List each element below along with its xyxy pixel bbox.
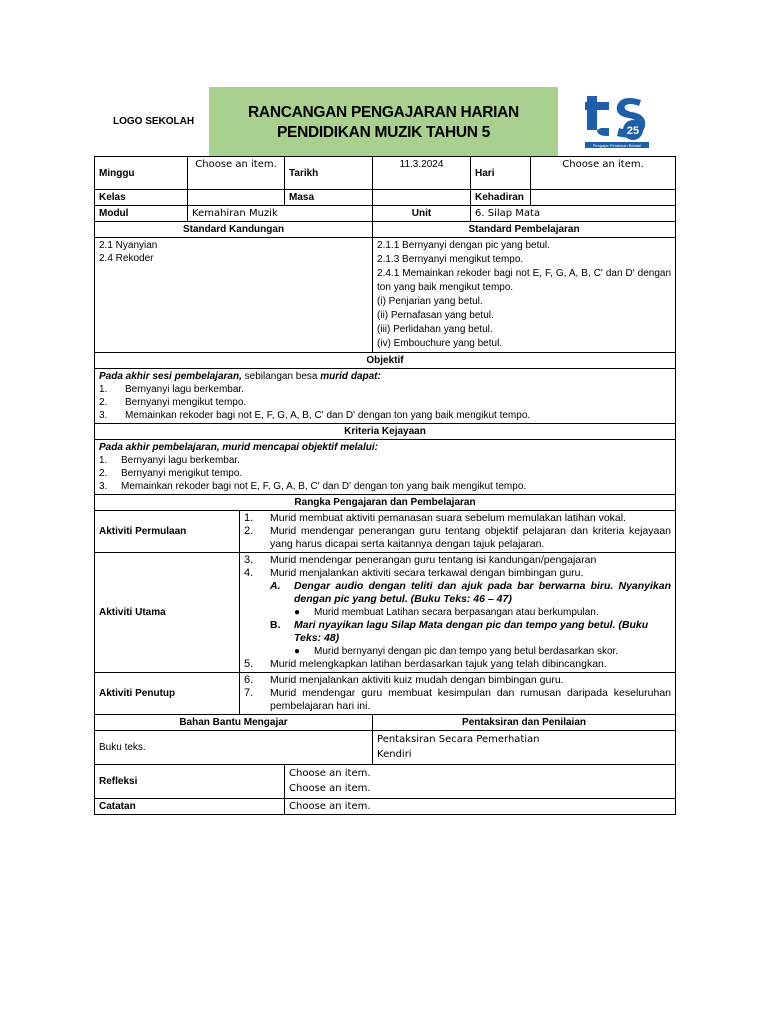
activity-item: 4. Murid menjalankan aktiviti secara terkawal dengan bimbingan guru. <box>244 567 584 579</box>
objektif-intro-b: sebilangan besa <box>241 371 321 382</box>
activity-item: 3. Murid mendengar penerangan guru tentang isi kandungan/pengajaran <box>244 554 597 566</box>
activity-item: 5. Murid melengkapkan latihan berdasarkan tajuk yang telah dibincangkan. <box>244 658 607 670</box>
kriteria-item: 3. Memainkan rekoder bagi not E, F, G, A, B, C' dan D' dengan ton yang baik mengikut tempo. <box>99 481 527 492</box>
minggu-label: Minggu <box>95 157 188 190</box>
masa-value[interactable] <box>373 190 471 206</box>
kriteria-header: Kriteria Kejayaan <box>95 424 676 440</box>
sp-item: (iv) Embouchure yang betul. <box>377 338 503 349</box>
activity-item: 6. Murid menjalankan aktiviti kuiz mudah dengan bimbingan guru. <box>244 674 564 686</box>
masa-label: Masa <box>285 190 373 206</box>
pentaksiran-line-2: Kendiri <box>377 749 412 760</box>
logo-sekolah-label: LOGO SEKOLAH <box>113 116 195 127</box>
kehadiran-value[interactable] <box>531 190 676 206</box>
hari-label: Hari <box>471 157 531 190</box>
ts25-logo <box>585 92 649 152</box>
standard-pembelajaran-header: Standard Pembelajaran <box>373 222 676 238</box>
activity-bullet: ● Murid bernyanyi dengan pic dan tempo yang betul berdasarkan skor. <box>294 646 619 657</box>
aktiviti-permulaan-content <box>240 511 676 553</box>
aktiviti-utama-label: Aktiviti Utama <box>95 553 240 673</box>
minggu-dropdown[interactable]: Choose an item. <box>188 157 285 190</box>
standard-pembelajaran-content <box>373 238 676 353</box>
kehadiran-label: Kehadiran <box>471 190 531 206</box>
sp-item: 2.4.1 Memainkan rekoder bagi not E, F, G, A, B, C' dan D' dengan ton yang baik mengikut tempo. <box>377 268 672 293</box>
activity-item: 1. Murid membuat aktiviti pemanasan suara sebelum memulakan latihan vokal. <box>244 512 627 524</box>
pentaksiran-header: Pentaksiran dan Penilaian <box>373 715 676 731</box>
refleksi-dropdown-1[interactable]: Choose an item. <box>289 768 371 779</box>
unit-value[interactable]: 6. Silap Mata <box>471 206 676 222</box>
lesson-plan-table <box>94 156 676 815</box>
objektif-header: Objektif <box>95 353 676 369</box>
standard-kandungan-header: Standard Kandungan <box>95 222 373 238</box>
tarikh-label: Tarikh <box>285 157 373 190</box>
activity-item: 2. Murid mendengar penerangan guru tentang objektif pelajaran dan kriteria kejayaan yang harus dicapai serta kaitannya dengan tajuk pelajaran. <box>244 525 672 550</box>
kelas-label: Kelas <box>95 190 188 206</box>
kriteria-intro: Pada akhir pembelajaran, murid mencapai objektif melalui: <box>99 442 378 453</box>
sk-item: 2.1 Nyanyian <box>99 240 158 251</box>
sp-item: 2.1.3 Bernyanyi mengikut tempo. <box>377 254 524 265</box>
pentaksiran-value[interactable] <box>373 731 676 765</box>
activity-item: 7. Murid mendengar guru membuat kesimpulan dan rumusan daripada keseluruhan pembelajaran hari ini. <box>244 687 672 712</box>
bbm-header: Bahan Bantu Mengajar <box>95 715 373 731</box>
kriteria-content <box>95 440 676 495</box>
refleksi-value[interactable] <box>285 765 676 799</box>
rangka-header: Rangka Pengajaran dan Pembelajaran <box>95 495 676 511</box>
kriteria-item: 2. Bernyanyi mengikut tempo. <box>99 468 243 479</box>
bbm-value[interactable]: Buku teks. <box>95 731 373 765</box>
aktiviti-penutup-content <box>240 673 676 715</box>
kriteria-item: 1. Bernyanyi lagu berkembar. <box>99 455 240 466</box>
sp-item: 2.1.1 Bernyanyi dengan pic yang betul. <box>377 240 550 251</box>
aktiviti-utama-content <box>240 553 676 673</box>
sp-item: (i) Penjarian yang betul. <box>377 296 483 307</box>
page-title <box>209 87 558 157</box>
modul-label: Modul <box>95 206 188 222</box>
logo-caption: Pengajar Pemimpin Bestari <box>592 143 642 148</box>
hari-dropdown[interactable]: Choose an item. <box>531 157 676 190</box>
objektif-intro-a: Pada akhir sesi pembelajaran, <box>99 371 242 382</box>
aktiviti-penutup-label: Aktiviti Penutup <box>95 673 240 715</box>
unit-label: Unit <box>373 206 471 222</box>
objektif-item: 3. Memainkan rekoder bagi not E, F, G, A, B, C' dan D' dengan ton yang baik mengikut tempo. <box>99 410 531 421</box>
sp-item: (ii) Pernafasan yang betul. <box>377 310 494 321</box>
kelas-value[interactable] <box>188 190 285 206</box>
objektif-item: 2. Bernyanyi mengikut tempo. <box>99 397 247 408</box>
activity-bullet: ● Murid membuat Latihan secara berpasangan atau berkumpulan. <box>294 607 599 618</box>
refleksi-label: Refleksi <box>95 765 285 799</box>
standard-kandungan-content <box>95 238 373 353</box>
catatan-label: Catatan <box>95 799 285 815</box>
title-line-2: PENDIDIKAN MUZIK TAHUN 5 <box>277 124 490 141</box>
aktiviti-permulaan-label: Aktiviti Permulaan <box>95 511 240 553</box>
activity-sub-b: B. Mari nyayikan lagu Silap Mata dengan pic dan tempo yang betul. (Buku Teks: 48) <box>270 619 649 644</box>
catatan-dropdown[interactable]: Choose an item. <box>285 799 676 815</box>
objektif-intro-c: murid dapat: <box>320 371 381 382</box>
activity-sub-a: A. Dengar audio dengan teliti dan ajuk pada bar berwarna biru. Nyanyikan dengan pic yang betul. (Buku Teks: 46 – 47) <box>270 580 672 605</box>
objektif-item: 1. Bernyanyi lagu berkembar. <box>99 384 244 395</box>
sp-item: (iii) Perlidahan yang betul. <box>377 324 493 335</box>
tarikh-value[interactable]: 11.3.2024 <box>373 157 471 190</box>
modul-value[interactable]: Kemahiran Muzik <box>188 206 373 222</box>
pentaksiran-line-1: Pentaksiran Secara Pemerhatian <box>377 734 540 745</box>
objektif-content <box>95 369 676 424</box>
title-line-1: RANCANGAN PENGAJARAN HARIAN <box>248 104 519 121</box>
refleksi-dropdown-2[interactable]: Choose an item. <box>289 783 371 794</box>
objektif-intro <box>99 370 671 383</box>
sk-item: 2.4 Rekoder <box>99 253 154 264</box>
logo-number: 25 <box>626 125 640 137</box>
